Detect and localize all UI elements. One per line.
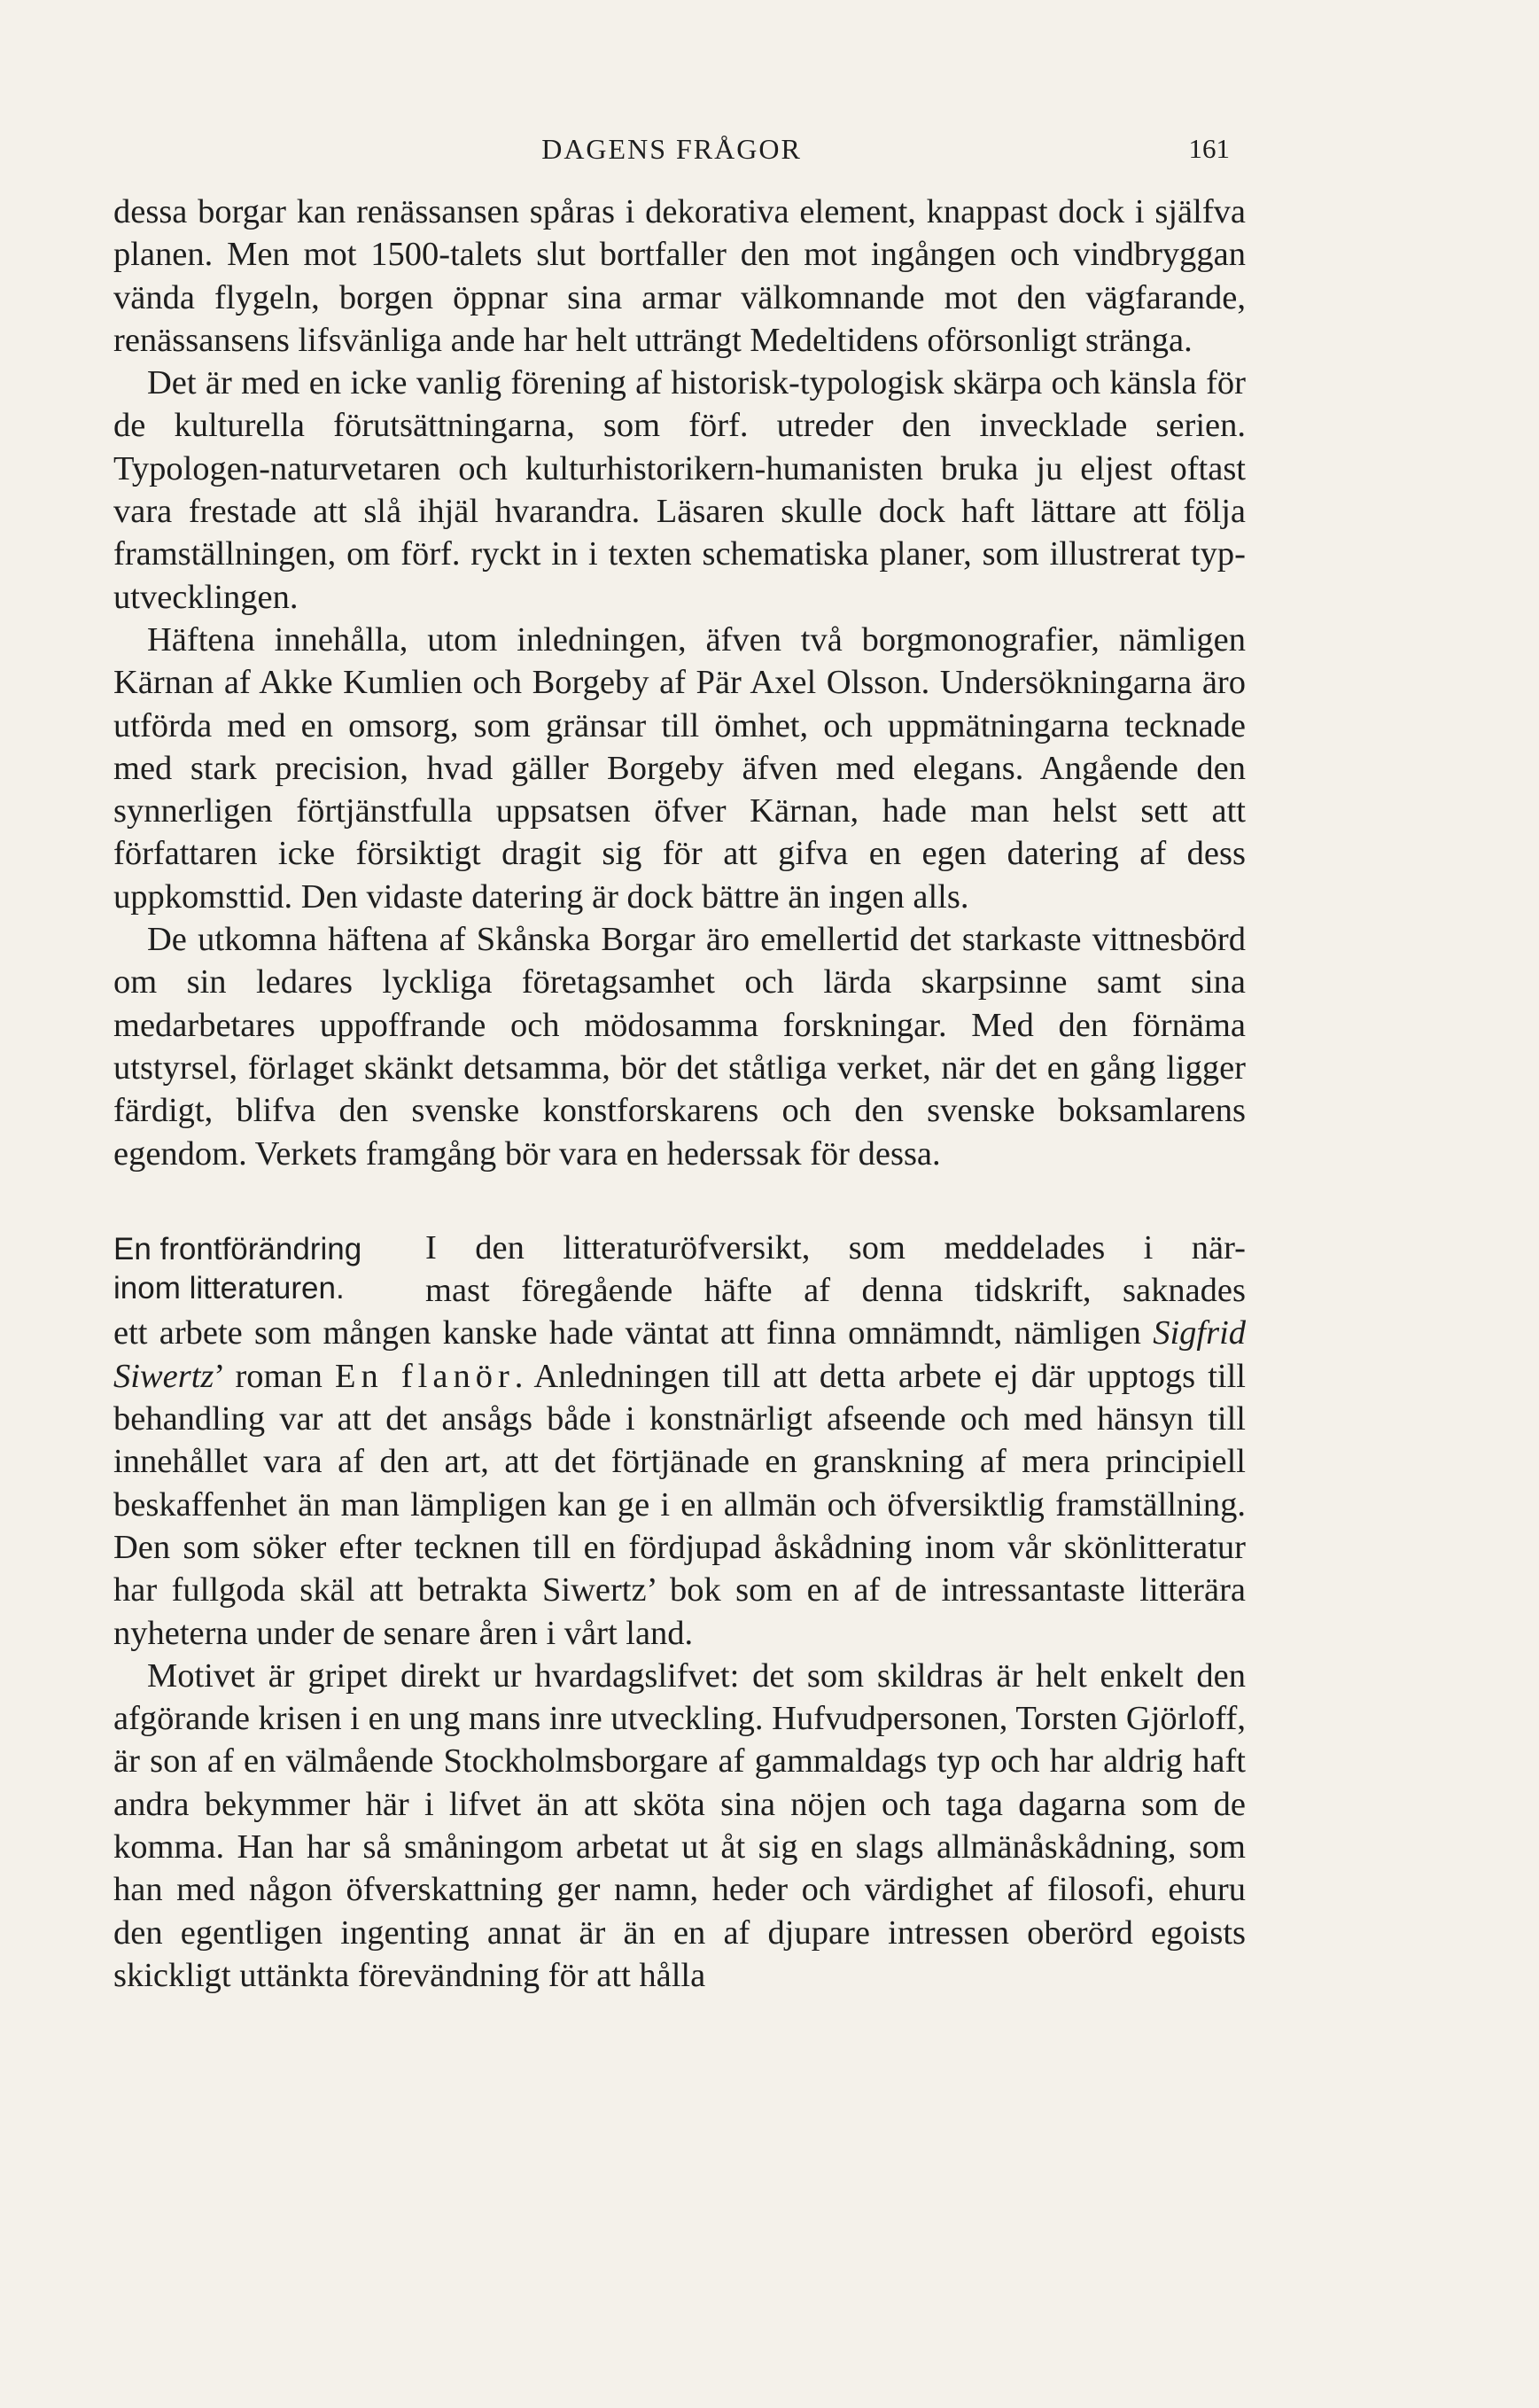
page-header bbox=[113, 133, 1230, 177]
author-name: Sigfrid Siwertz bbox=[113, 1314, 1247, 1395]
section bbox=[113, 1227, 1246, 1997]
section-opening-line: mast föregående häfte af denna tidskrift, saknades bbox=[425, 1272, 1246, 1310]
section-opening-line: I den litteraturöfversikt, som meddelades i när- bbox=[425, 1228, 1246, 1266]
page-number: 161 bbox=[1188, 133, 1230, 164]
paragraph: De utkomna häftena af Skånska Borgar äro emellertid det starkaste vittnesbörd om sin ledares lyckliga företagsamhet och lärda skarpsinne samt sina medarbetares uppoffrande och mödosamma forskningar. Med den förnäma utstyrsel, förlaget skänkt detsamma, bör det ståtliga verket, när det en gång ligger färdigt, blifva den svenske konstforskarens och den svenske boksamlarens egendom. Verkets framgång bör vara en hederssak för dessa. bbox=[113, 921, 1246, 1173]
running-title: DAGENS FRÅGOR bbox=[541, 133, 802, 165]
section-intro-text: ett arbete som mången kanske hade väntat att finna omnämndt, nämligen bbox=[113, 1314, 1141, 1352]
paragraph: Motivet är gripet direkt ur hvardagslifvet: det som skildras är helt enkelt den afgörande krisen i en ung mans inre utveckling. Hufvudpersonen, Torsten Gjörloff, är son af en välmående Stockholmsborgare af gammaldags typ och har aldrig haft andra bekymmer här i lifvet än att sköta sina nöjen och taga dagarna som de komma. Han har så småningom arbetat ut åt sig en slags allmänåskådning, som han med någon öfverskattning ger namn, heder och värdighet af filosofi, ehuru den egentligen ingenting annat är än en af djupare intressen oberörd egoists skickligt uttänkta förevändning för att hålla bbox=[113, 1656, 1246, 1994]
novel-title: En flanör bbox=[334, 1357, 515, 1395]
section-head bbox=[113, 1227, 1246, 1313]
section-opening bbox=[425, 1227, 1246, 1313]
section-paragraph bbox=[113, 1312, 1246, 1654]
paragraph: Häftena innehålla, utom inledningen, äfven två borgmonografier, nämligen Kärnan af Akke Kumlien och Borgeby af Pär Axel Olsson. Undersökningarna äro utförda med en omsorg, som gränsar till ömhet, och uppmätningarna tecknade med stark precision, hvad gäller Borgeby äfven med elegans. Angående den synnerligen förtjänstfulla uppsatsen öfver Kärnan, hade man helst sett att författaren icke försiktigt dragit sig för att gifva en egen datering af dess uppkomsttid. Den vidaste datering är dock bättre än ingen alls. bbox=[113, 620, 1246, 916]
section-rest-text: . Anledningen till att detta arbete ej där upptogs till behandling var att det ansågs både i konstnärligt afseende och med hänsyn till innehållet vara af den art, att det förtjänade en granskning af mera principiell beskaffenhet än man lämpligen kan ge i en allmän och öfversiktlig framställning. Den som söker efter tecknen till en fördjupad åskådning inom vår skönlitteratur har fullgoda skäl att betrakta Siwertz’ bok som en af de intressantaste litterära nyheterna under de senare åren i vårt land. bbox=[113, 1357, 1246, 1652]
section-title-line: En frontförändring bbox=[113, 1231, 362, 1266]
after-author-text: ’ roman bbox=[214, 1357, 323, 1395]
paragraph: dessa borgar kan renässansen spåras i dekorativa element, knappast dock i själfva planen. Men mot 1500-talets slut bortfaller den mot ingången och vindbryggan vända flygeln, borgen öppnar sina armar välkomnande mot den vägfarande, renässansens lifsvänliga ande har helt utträngt Medeltidens oförsonligt stränga. bbox=[113, 193, 1246, 359]
section-title-line: inom litteraturen. bbox=[113, 1270, 345, 1305]
body-text bbox=[113, 191, 1246, 1997]
paragraph: Det är med en icke vanlig förening af historisk-typologisk skärpa och känsla för de kulturella förutsättningarna, som förf. utreder den invecklade serien. Typologen-naturvetaren och kulturhistorikern-humanisten bruka ju eljest oftast vara frestade att slå ihjäl hvarandra. Läsaren skulle dock haft lättare att följa framställningen, om förf. ryckt in i texten schematiska planer, som illustrerat typ-utvecklingen. bbox=[113, 364, 1246, 616]
section-title bbox=[113, 1230, 425, 1308]
